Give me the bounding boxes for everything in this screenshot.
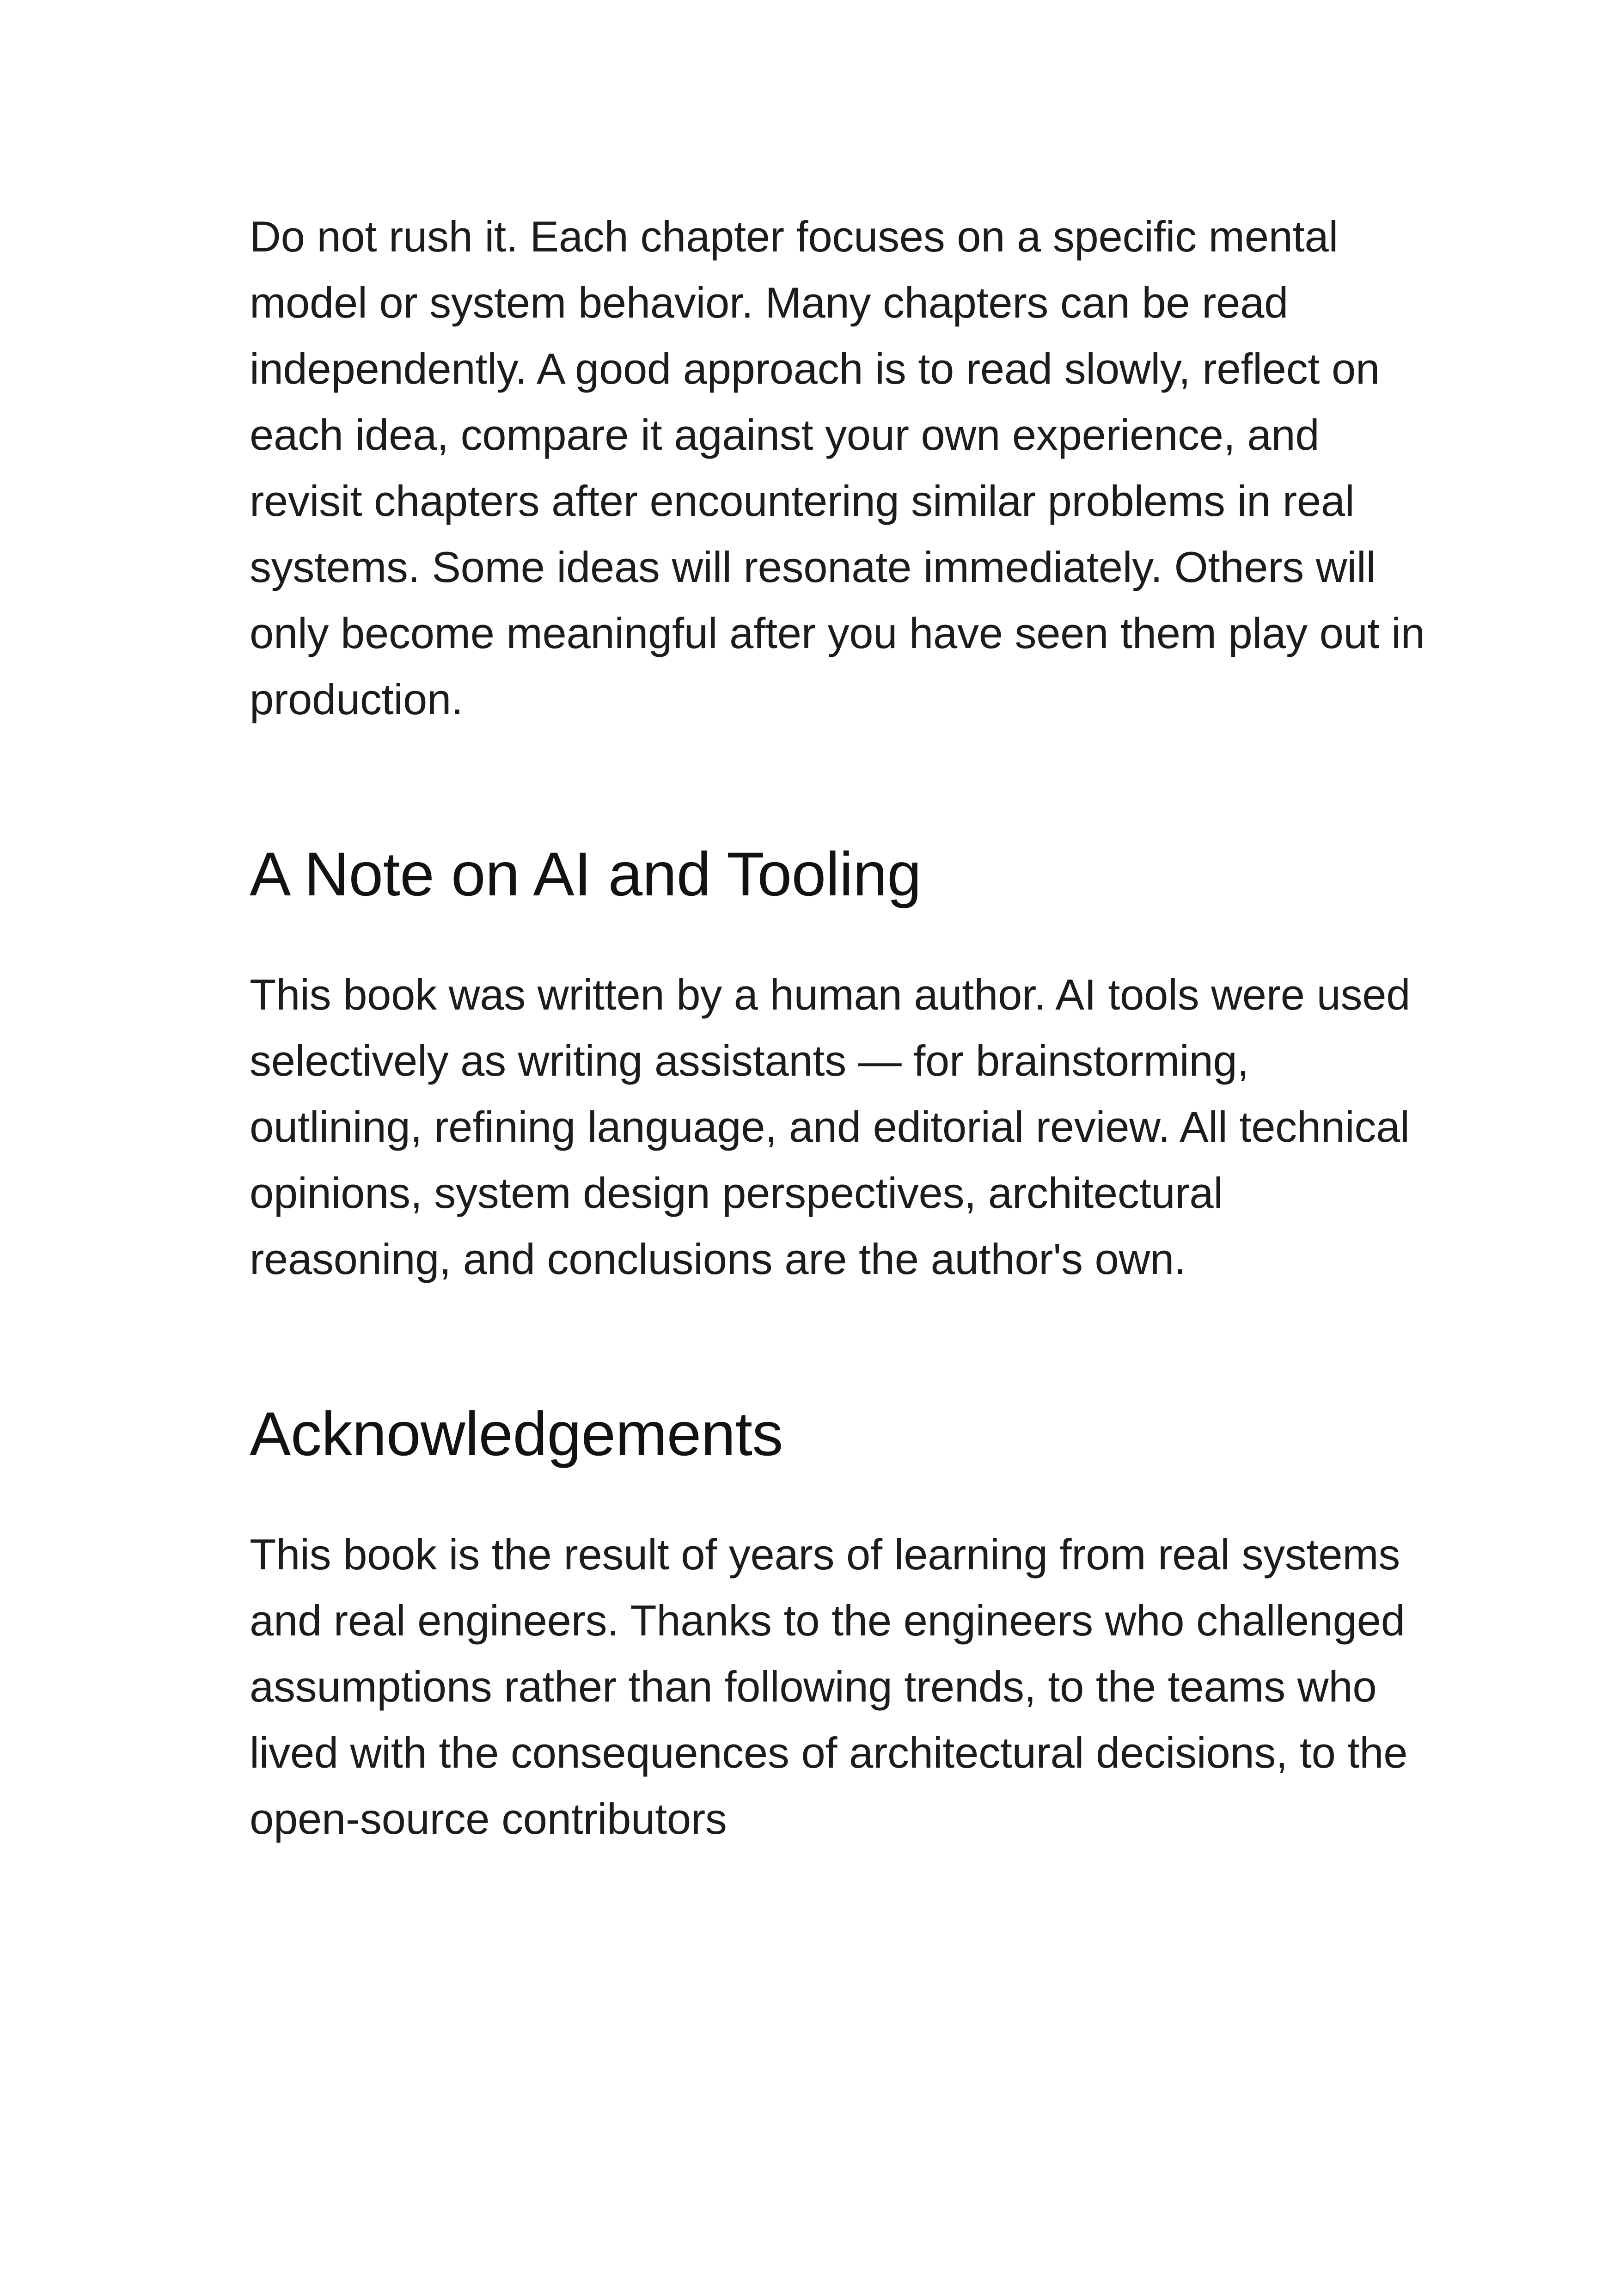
section-body-acknowledgements: This book is the result of years of learning from real systems and real engineers. Thanks to the engineers who challenged assumptions rather than following trends, to the teams who lived with the consequences of architectural decisions, to the open-source contributors [250, 1530, 1408, 1843]
page-content [250, 203, 1433, 1852]
section-heading-ai-tooling: A Note on AI and Tooling [250, 840, 922, 909]
section-body-ai-tooling: This book was written by a human author. AI tools were used selectively as writing assistants — for brainstorming, outlining, refining language, and editorial review. All technical opinions, system design perspectives, architectural reasoning, and conclusions are the author's own. [250, 970, 1411, 1283]
intro-paragraph: Do not rush it. Each chapter focuses on a specific mental model or system behavior. Many chapters can be read independently. A good approach is to read slowly, reflect on each idea, compare it against your own experience, and revisit chapters after encountering similar problems in real systems. Some ideas will resonate immediately. Others will only become meaningful after you have seen them play out in production. [250, 212, 1425, 723]
section-heading-acknowledgements: Acknowledgements [250, 1400, 783, 1469]
